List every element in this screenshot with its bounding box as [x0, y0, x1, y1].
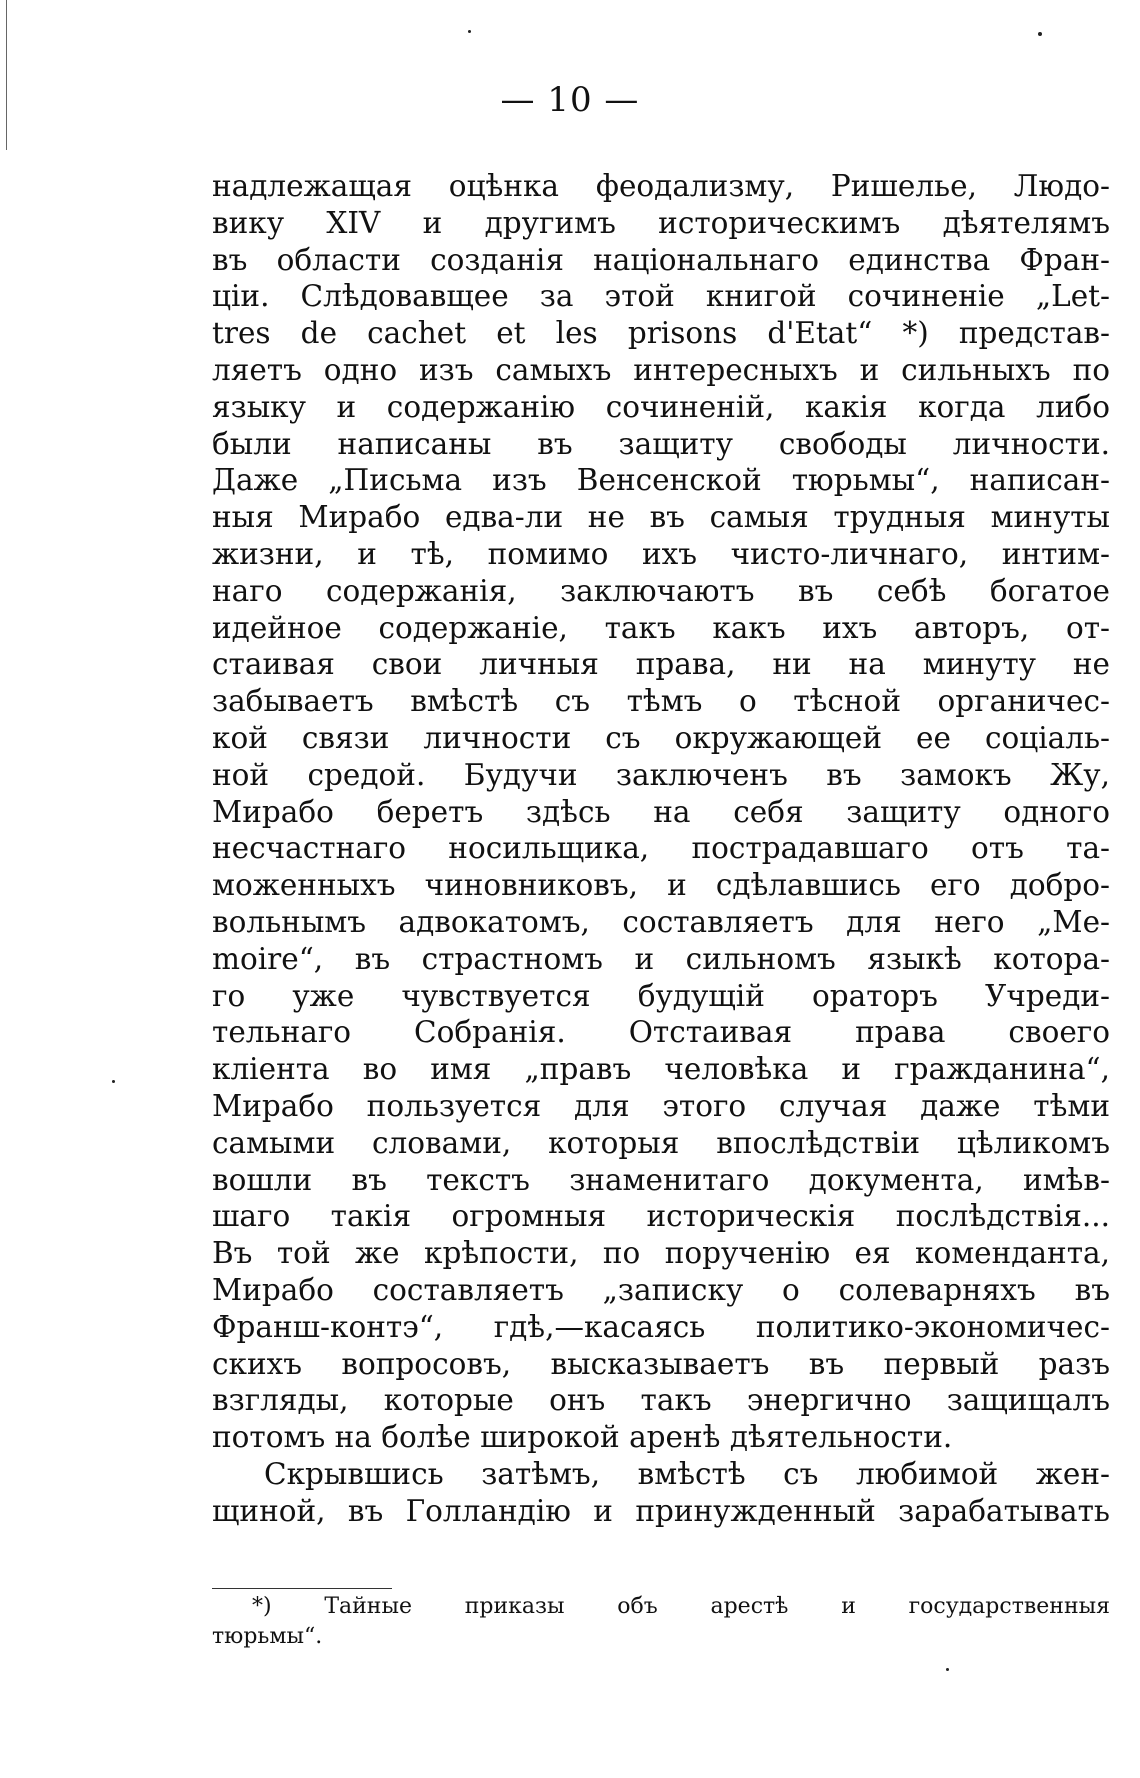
- footnote-divider: [212, 1588, 392, 1589]
- text-line: вику XIV и другимъ историческимъ дѣятелямъ: [212, 205, 1110, 240]
- scan-speck: [1038, 32, 1042, 36]
- text-line: моженныхъ чиновниковъ, и сдѣлавшись его добро-: [212, 868, 1110, 903]
- text-line: Мирабо составляетъ „записку о солеварняхъ въ: [212, 1272, 1110, 1307]
- text-line: ціи. Слѣдовавщее за этой книгой сочиненіе „Let-: [212, 279, 1110, 314]
- footnote-line: *) Тайные приказы объ арестѣ и государственныя: [252, 1594, 1110, 1619]
- text-line: кой связи личности съ окружающей ее соціаль-: [212, 720, 1110, 755]
- text-line: тельнаго Собранія. Отстаивая права своего: [212, 1015, 1110, 1050]
- text-line: го уже чувствуется будущій ораторъ Учреди-: [212, 978, 1110, 1013]
- text-line: ляетъ одно изъ самыхъ интересныхъ и сильныхъ по: [212, 352, 1110, 387]
- text-line: взгляды, которые онъ такъ энергично защищалъ: [212, 1383, 1110, 1418]
- text-line: языку и содержанію сочиненій, какія когда либо: [212, 389, 1110, 424]
- text-line: надлежащая оцѣнка феодализму, Ришелье, Людо-: [212, 169, 1110, 203]
- text-line: Въ той же крѣпости, по порученію ея коменданта,: [212, 1236, 1110, 1271]
- text-line: скихъ вопросовъ, высказываетъ въ первый разъ: [212, 1346, 1110, 1381]
- text-line: забываетъ вмѣстѣ съ тѣмъ о тѣсной органичес-: [212, 684, 1110, 719]
- text-line: въ области созданія національнаго единства Фран-: [212, 242, 1110, 277]
- text-line: несчастнаго носильщика, пострадавшаго отъ та-: [212, 831, 1110, 866]
- footnote-line: тюрьмы“.: [212, 1624, 323, 1649]
- text-line: Даже „Письма изъ Венсенской тюрьмы“, написан-: [212, 463, 1110, 498]
- scan-margin-line: [6, 0, 7, 150]
- text-line: жизни, и тѣ, помимо ихъ чисто-личнаго, интим-: [212, 536, 1110, 571]
- scan-speck: [112, 1080, 115, 1083]
- text-line: вольнымъ адвокатомъ, составляетъ для него „Me-: [212, 904, 1110, 939]
- text-line: Мирабо пользуется для этого случая даже тѣми: [212, 1088, 1110, 1123]
- text-line: Франш-контэ“, гдѣ,—касаясь политико-экономичес-: [212, 1309, 1110, 1344]
- text-line: ной средой. Будучи заключенъ въ замокъ Жу,: [212, 757, 1110, 792]
- paragraph-first-line: Скрывшись затѣмъ, вмѣстѣ съ любимой жен-: [264, 1456, 1110, 1491]
- text-line: Мирабо беретъ здѣсь на себя защиту одного: [212, 794, 1110, 829]
- text-line: tres de cachet et les prisons d'Etat“ *) представ-: [212, 316, 1110, 351]
- scan-speck: [946, 1668, 949, 1671]
- text-line: наго содержанія, заключаютъ въ себѣ богатое: [212, 573, 1110, 608]
- text-line: кліента во имя „правъ человѣка и гражданина“,: [212, 1052, 1110, 1087]
- text-line: moire“, въ страстномъ и сильномъ языкѣ котора-: [212, 941, 1110, 976]
- text-line: шаго такія огромныя историческія послѣдствія...: [212, 1199, 1110, 1234]
- text-line: стаивая свои личныя права, ни на минуту не: [212, 647, 1110, 682]
- text-line: идейное содержаніе, такъ какъ ихъ авторъ, от-: [212, 610, 1110, 645]
- text-line: были написаны въ защиту свободы личности.: [212, 426, 1110, 461]
- text-line: ныя Мирабо едва-ли не въ самыя трудныя минуты: [212, 500, 1110, 535]
- text-line: самыми словами, которыя впослѣдствіи цѣликомъ: [212, 1125, 1110, 1160]
- text-line: вошли въ текстъ знаменитаго документа, имѣв-: [212, 1162, 1110, 1197]
- footnote: [212, 1592, 1110, 1652]
- main-text: [212, 168, 1110, 1529]
- scan-speck: [468, 30, 471, 33]
- text-line: потомъ на болѣе широкой аренѣ дѣятельности.: [212, 1420, 953, 1455]
- page-number: — 10 —: [500, 80, 640, 120]
- text-line: щиной, въ Голландію и принужденный зарабатывать: [212, 1493, 1110, 1528]
